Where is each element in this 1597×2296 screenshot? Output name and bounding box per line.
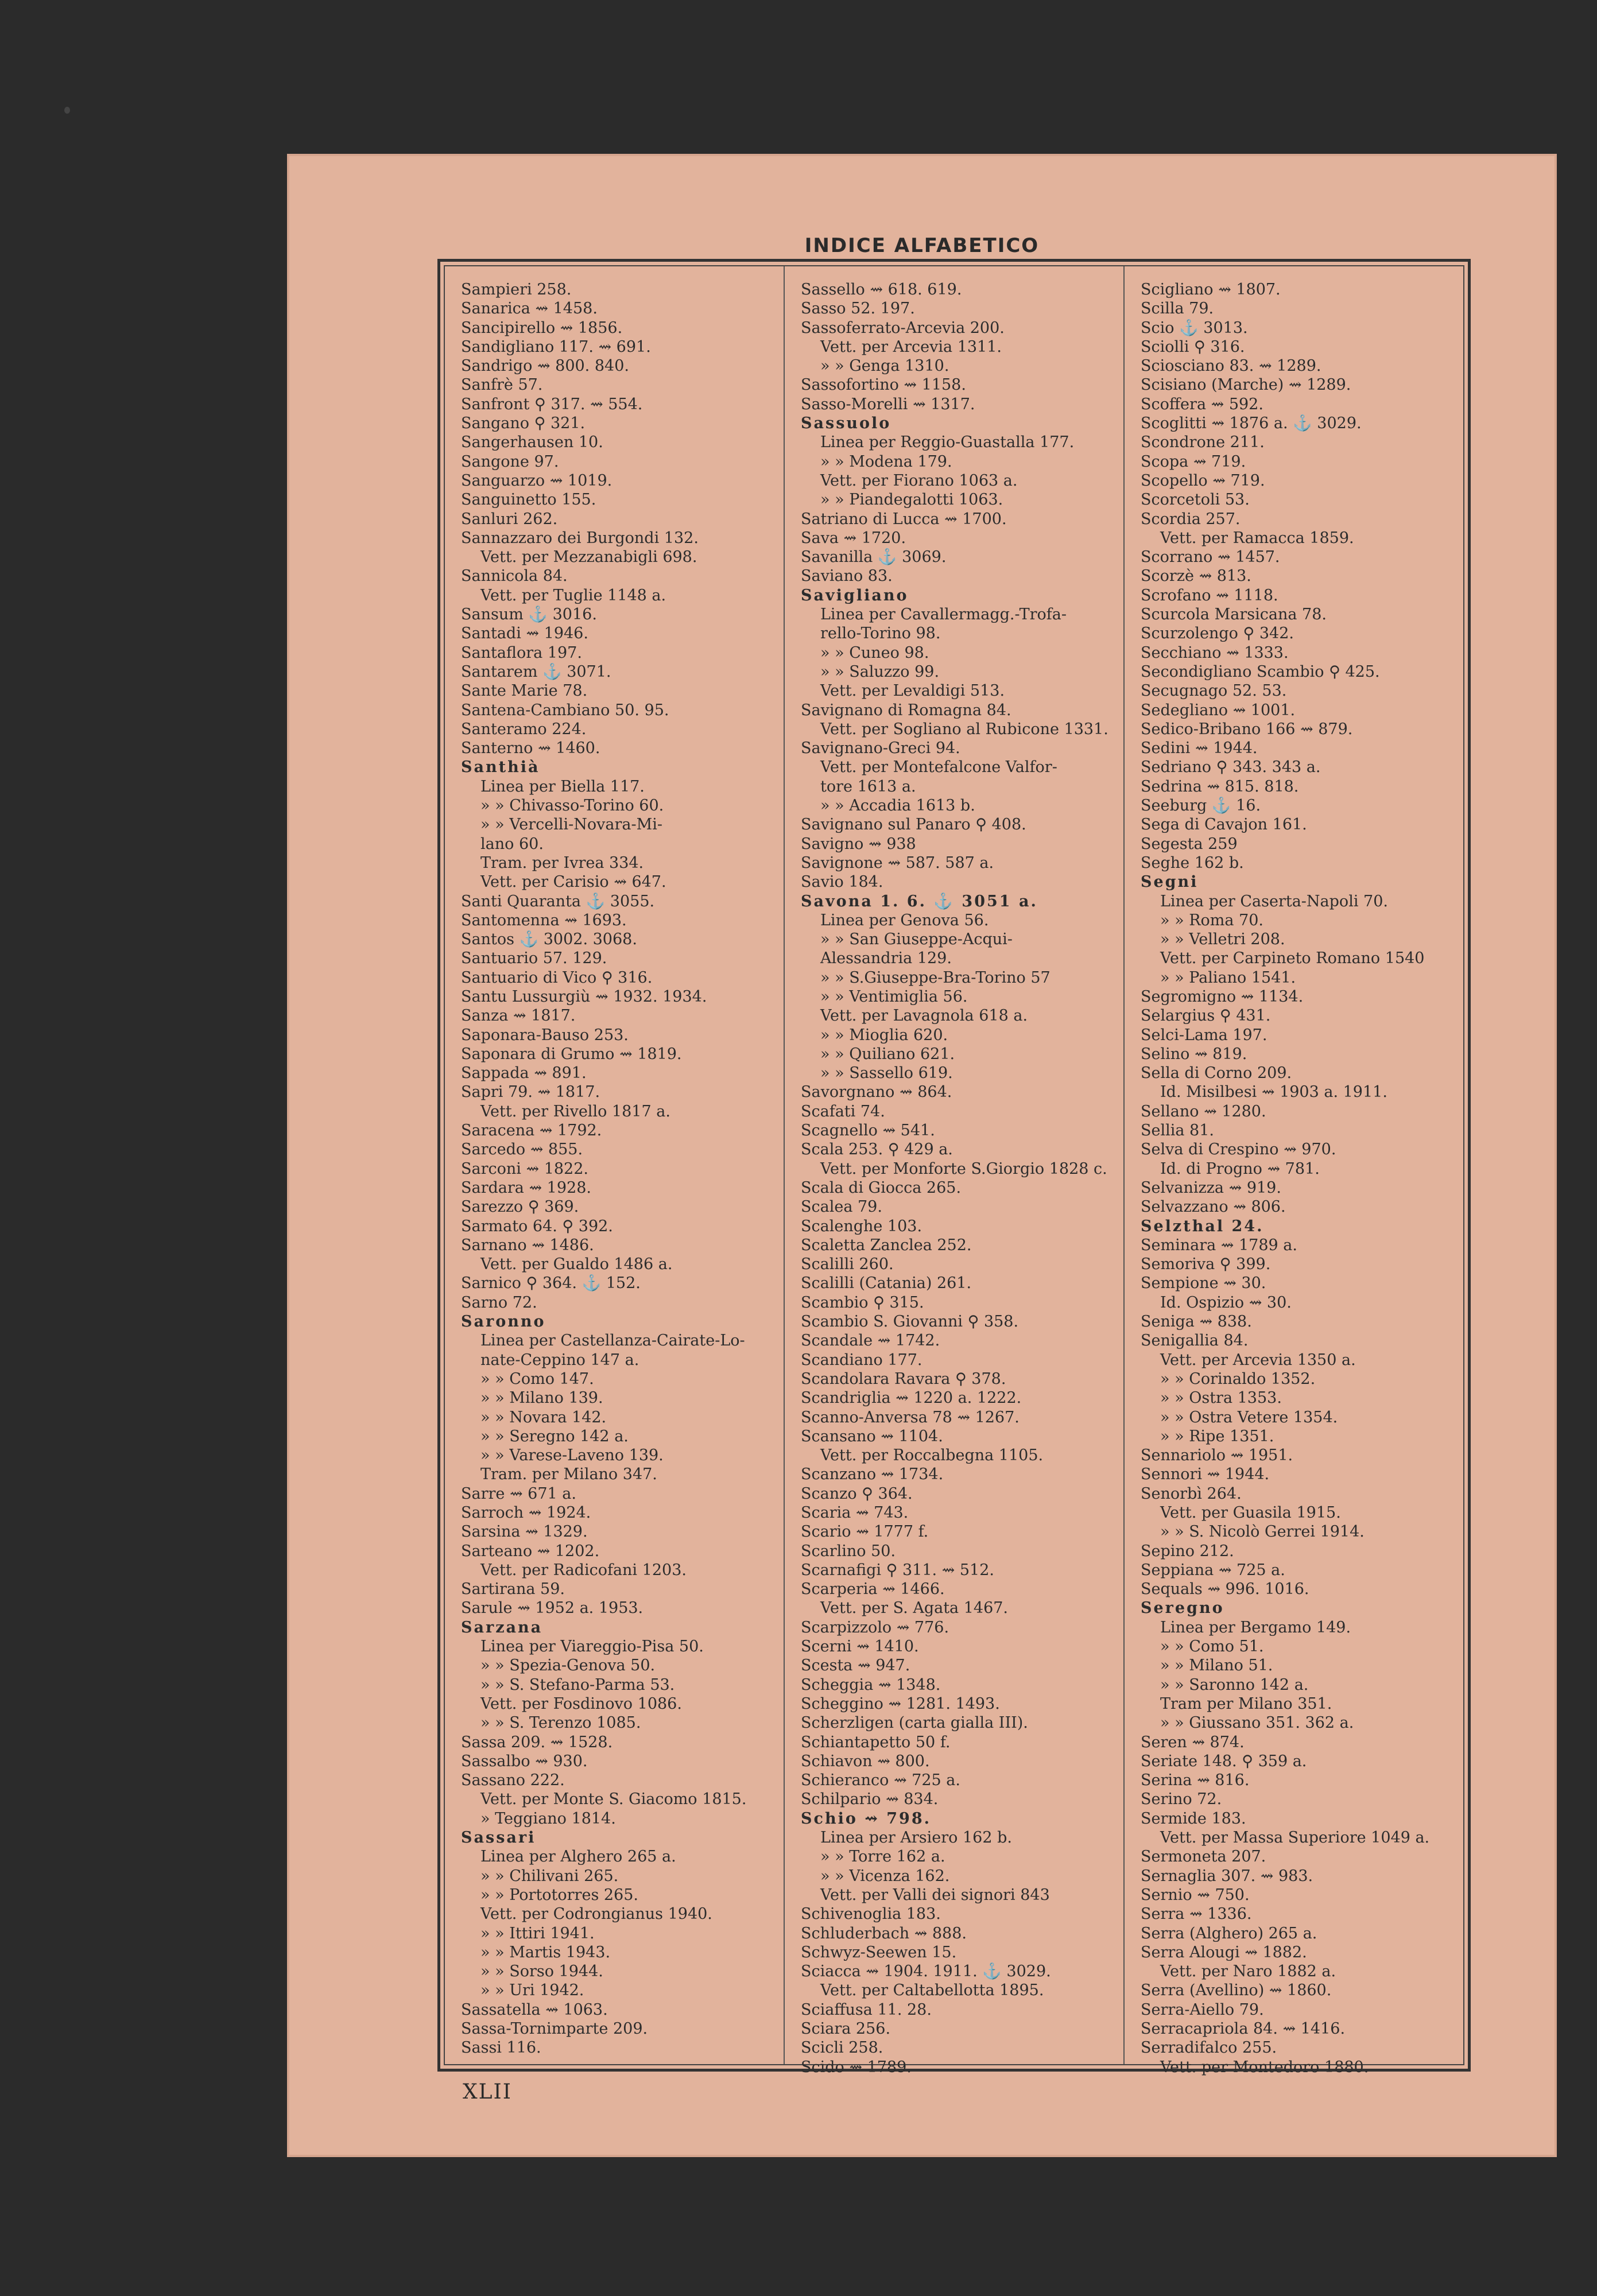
index-entry: » » Martis 1943. bbox=[480, 1943, 611, 1961]
speck-mark bbox=[64, 107, 70, 114]
index-entry: Linea per Castellanza-Cairate-Lo- bbox=[480, 1332, 745, 1350]
index-entry: » » Seregno 142 a. bbox=[480, 1427, 629, 1445]
index-entry: Scurzolengo ⚲ 342. bbox=[1141, 625, 1294, 643]
index-entry: » » Ittiri 1941. bbox=[480, 1924, 595, 1942]
index-entry: Sernaglia 307. ⇝ 983. bbox=[1141, 1867, 1313, 1885]
index-entry: » » San Giuseppe-Acqui- bbox=[820, 930, 1013, 949]
index-entry: » » Vicenza 162. bbox=[820, 1867, 950, 1885]
index-entry: Santos ⚓ 3002. 3068. bbox=[461, 930, 637, 949]
index-entry: Sedriano ⚲ 343. 343 a. bbox=[1141, 758, 1321, 777]
index-entry: Sedegliano ⇝ 1001. bbox=[1141, 701, 1296, 719]
index-entry: Scagnello ⇝ 541. bbox=[801, 1122, 935, 1140]
index-entry: Tram. per Ivrea 334. bbox=[480, 854, 644, 872]
index-entry: Linea per Caserta-Napoli 70. bbox=[1160, 892, 1388, 910]
index-heading: Segni bbox=[1141, 873, 1199, 891]
index-entry: Scigliano ⇝ 1807. bbox=[1141, 281, 1281, 298]
index-entry: Sciara 256. bbox=[801, 2020, 891, 2038]
index-frame bbox=[437, 259, 1471, 2076]
index-entry: » » Genga 1310. bbox=[820, 357, 949, 375]
index-entry: Sciolli ⚲ 316. bbox=[1141, 338, 1245, 356]
index-entry: Secugnago 52. 53. bbox=[1141, 682, 1287, 700]
index-entry: Serra ⇝ 1336. bbox=[1141, 1905, 1252, 1923]
index-entry: Seminara ⇝ 1789 a. bbox=[1141, 1236, 1297, 1254]
index-entry: » » Sorso 1944. bbox=[480, 1963, 603, 1981]
index-entry: Scarnafigi ⚲ 311. ⇝ 512. bbox=[801, 1561, 994, 1579]
index-entry: Sassa-Tornimparte 209. bbox=[461, 2020, 648, 2038]
index-entry: Sennori ⇝ 1944. bbox=[1141, 1465, 1270, 1484]
index-entry: Vett. per Montefalcone Valfor- bbox=[820, 758, 1057, 777]
index-entry: Selvazzano ⇝ 806. bbox=[1141, 1198, 1286, 1216]
index-entry: Scalilli 260. bbox=[801, 1255, 894, 1274]
index-entry: Semoriva ⚲ 399. bbox=[1141, 1255, 1271, 1274]
index-entry: Schiantapetto 50 f. bbox=[801, 1733, 951, 1751]
index-entry: lano 60. bbox=[480, 835, 544, 853]
index-entry: Vett. per Sogliano al Rubicone 1331. bbox=[820, 720, 1108, 738]
index-entry: Schiavon ⇝ 800. bbox=[801, 1752, 930, 1770]
index-entry: » » Saluzzo 99. bbox=[820, 662, 940, 681]
index-entry: Sepino 212. bbox=[1141, 1542, 1234, 1560]
index-entry: nate-Ceppino 147 a. bbox=[480, 1351, 639, 1369]
index-entry: Scheggino ⇝ 1281. 1493. bbox=[801, 1694, 1000, 1713]
index-entry: Sanguinetto 155. bbox=[461, 491, 596, 509]
index-entry: Linea per Viareggio-Pisa 50. bbox=[480, 1638, 704, 1656]
index-entry: » » Milano 51. bbox=[1160, 1657, 1273, 1675]
index-entry: Vett. per Fiorano 1063 a. bbox=[820, 471, 1018, 490]
index-entry: Secondigliano Scambio ⚲ 425. bbox=[1141, 662, 1380, 681]
index-entry: Seren ⇝ 874. bbox=[1141, 1733, 1245, 1751]
index-entry: Sciacca ⇝ 1904. 1911. ⚓ 3029. bbox=[801, 1963, 1051, 1981]
index-entry: Vett. per Arcevia 1311. bbox=[820, 338, 1002, 356]
index-heading: Sassuolo bbox=[801, 414, 891, 433]
index-entry: Scisiano (Marche) ⇝ 1289. bbox=[1141, 376, 1351, 394]
index-entry: Serino 72. bbox=[1141, 1790, 1222, 1809]
index-entry: Scio ⚓ 3013. bbox=[1141, 319, 1248, 337]
index-entry: Sassi 116. bbox=[461, 2039, 541, 2057]
running-title: INDICE ALFABETICO bbox=[804, 234, 1040, 257]
index-entry: » » Ripe 1351. bbox=[1160, 1427, 1274, 1445]
index-column-2 bbox=[784, 266, 1123, 2076]
index-entry: Scarperia ⇝ 1466. bbox=[801, 1580, 945, 1599]
index-entry: Sancipirello ⇝ 1856. bbox=[461, 319, 623, 337]
index-entry: Sella di Corno 209. bbox=[1141, 1064, 1292, 1083]
index-columns bbox=[444, 265, 1464, 2076]
index-entry: Scalilli (Catania) 261. bbox=[801, 1274, 972, 1293]
index-entry: Savanilla ⚓ 3069. bbox=[801, 548, 947, 567]
index-entry: Scoglitti ⇝ 1876 a. ⚓ 3029. bbox=[1141, 414, 1362, 433]
index-entry: Vett. per Codrongianus 1940. bbox=[480, 1905, 712, 1923]
index-entry: Vett. per Monte S. Giacomo 1815. bbox=[480, 1790, 747, 1809]
index-entry: Sempione ⇝ 30. bbox=[1141, 1274, 1266, 1293]
index-entry: » » Ostra 1353. bbox=[1160, 1389, 1282, 1407]
index-entry: Sandrigo ⇝ 800. 840. bbox=[461, 357, 629, 375]
index-entry: Savio 184. bbox=[801, 873, 883, 891]
index-heading: Saronno bbox=[461, 1313, 546, 1331]
index-entry: » » Modena 179. bbox=[820, 452, 952, 471]
index-entry: Sermoneta 207. bbox=[1141, 1848, 1266, 1866]
index-entry: Vett. per Carisio ⇝ 647. bbox=[480, 873, 666, 891]
index-entry: Vett. per S. Agata 1467. bbox=[820, 1599, 1009, 1618]
index-entry: Sangano ⚲ 321. bbox=[461, 414, 586, 433]
index-entry: Sassalbo ⇝ 930. bbox=[461, 1752, 588, 1770]
index-entry: Scrofano ⇝ 1118. bbox=[1141, 586, 1278, 604]
index-entry: Vett. per Rivello 1817 a. bbox=[480, 1102, 670, 1120]
index-entry: Sedico-Bribano 166 ⇝ 879. bbox=[1141, 720, 1353, 738]
index-entry: Sequals ⇝ 996. 1016. bbox=[1141, 1580, 1309, 1599]
index-entry: » » Corinaldo 1352. bbox=[1160, 1370, 1316, 1388]
index-entry: » » Giussano 351. 362 a. bbox=[1160, 1714, 1354, 1732]
index-entry: Sangerhausen 10. bbox=[461, 433, 603, 452]
index-entry: » » Saronno 142 a. bbox=[1160, 1676, 1309, 1694]
index-entry: Seppiana ⇝ 725 a. bbox=[1141, 1561, 1285, 1579]
index-entry: » » Ostra Vetere 1354. bbox=[1160, 1408, 1338, 1426]
index-entry: » » Como 51. bbox=[1160, 1638, 1264, 1656]
index-entry: Serracapriola 84. ⇝ 1416. bbox=[1141, 2020, 1346, 2038]
index-entry: Santuario di Vico ⚲ 316. bbox=[461, 968, 653, 987]
index-entry: Santarem ⚓ 3071. bbox=[461, 662, 611, 681]
index-entry: Schivenoglia 183. bbox=[801, 1905, 941, 1923]
index-entry: » » Portotorres 265. bbox=[480, 1886, 638, 1904]
index-entry: Seniga ⇝ 838. bbox=[1141, 1313, 1252, 1331]
index-entry: Senigallia 84. bbox=[1141, 1332, 1249, 1350]
index-entry: Sellano ⇝ 1280. bbox=[1141, 1102, 1266, 1120]
index-entry: Sellia 81. bbox=[1141, 1122, 1214, 1140]
index-entry: Id. di Progno ⇝ 781. bbox=[1160, 1159, 1320, 1178]
index-entry: Secchiano ⇝ 1333. bbox=[1141, 643, 1289, 662]
index-entry: Linea per Biella 117. bbox=[480, 777, 645, 796]
index-entry: Scarlino 50. bbox=[801, 1542, 896, 1560]
index-entry: Scandolara Ravara ⚲ 378. bbox=[801, 1370, 1006, 1388]
index-entry: » » Accadia 1613 b. bbox=[820, 797, 975, 815]
index-entry: Vett. per Levaldigi 513. bbox=[820, 682, 1005, 700]
index-entry: Scario ⇝ 1777 f. bbox=[801, 1523, 929, 1541]
index-entry: Schluderbach ⇝ 888. bbox=[801, 1924, 967, 1942]
index-entry: Scido ⇝ 1789. bbox=[801, 2058, 912, 2076]
index-entry: Savignano di Romagna 84. bbox=[801, 701, 1011, 719]
index-entry: Segesta 259 bbox=[1141, 835, 1238, 853]
index-entry: Sassoferrato-Arcevia 200. bbox=[801, 319, 1005, 337]
book-page bbox=[287, 154, 1557, 2157]
index-entry: Vett. per Lavagnola 618 a. bbox=[820, 1007, 1028, 1025]
index-entry: Sanfrè 57. bbox=[461, 376, 543, 394]
index-entry: Santadi ⇝ 1946. bbox=[461, 625, 588, 643]
index-entry: Id. Misilbesi ⇝ 1903 a. 1911. bbox=[1160, 1083, 1387, 1102]
index-entry: Scurcola Marsicana 78. bbox=[1141, 606, 1327, 624]
index-entry: Scaletta Zanclea 252. bbox=[801, 1236, 972, 1254]
index-column-3 bbox=[1123, 266, 1463, 2076]
index-entry: Scilla 79. bbox=[1141, 300, 1214, 318]
index-heading: Santhià bbox=[461, 758, 540, 777]
index-entry: » » Torre 162 a. bbox=[820, 1848, 945, 1866]
index-entry: » » Varese-Laveno 139. bbox=[480, 1446, 664, 1465]
index-entry: » » Quiliano 621. bbox=[820, 1045, 955, 1063]
index-entry: Seeburg ⚓ 16. bbox=[1141, 797, 1261, 815]
index-entry: Scansano ⇝ 1104. bbox=[801, 1427, 943, 1445]
index-entry: Scandriglia ⇝ 1220 a. 1222. bbox=[801, 1389, 1022, 1407]
index-entry: Scafati 74. bbox=[801, 1102, 885, 1120]
index-entry: Scanzo ⚲ 364. bbox=[801, 1484, 913, 1503]
index-entry: Sasso 52. 197. bbox=[801, 300, 915, 318]
index-entry: » » Como 147. bbox=[480, 1370, 594, 1388]
index-entry: Sarule ⇝ 1952 a. 1953. bbox=[461, 1599, 644, 1618]
index-entry: Sappada ⇝ 891. bbox=[461, 1064, 587, 1083]
index-entry: Sannazzaro dei Burgondi 132. bbox=[461, 529, 699, 547]
index-entry: Scopello ⇝ 719. bbox=[1141, 471, 1265, 490]
index-entry: Senorbì 264. bbox=[1141, 1484, 1242, 1503]
index-entry: » Teggiano 1814. bbox=[480, 1809, 616, 1828]
index-entry: » » Vercelli-Novara-Mi- bbox=[480, 816, 662, 834]
index-entry: Sansum ⚓ 3016. bbox=[461, 606, 597, 624]
index-entry: Linea per Reggio-Guastalla 177. bbox=[820, 433, 1075, 452]
index-entry: Sarsina ⇝ 1329. bbox=[461, 1523, 588, 1541]
index-entry: Savorgnano ⇝ 864. bbox=[801, 1083, 952, 1102]
index-entry: Sermide 183. bbox=[1141, 1809, 1246, 1828]
page-number: XLII bbox=[463, 2080, 512, 2104]
index-entry: Schwyz-Seewen 15. bbox=[801, 1943, 957, 1961]
index-entry: Vett. per Tuglie 1148 a. bbox=[480, 586, 666, 604]
index-entry: Scambio ⚲ 315. bbox=[801, 1293, 924, 1312]
index-entry: » » S. Terenzo 1085. bbox=[480, 1714, 641, 1732]
index-entry: Sega di Cavajon 161. bbox=[1141, 816, 1307, 834]
index-entry: Linea per Alghero 265 a. bbox=[480, 1848, 676, 1866]
index-entry: Savignone ⇝ 587. 587 a. bbox=[801, 854, 994, 872]
index-entry: Schilpario ⇝ 834. bbox=[801, 1790, 939, 1809]
index-entry: Santomenna ⇝ 1693. bbox=[461, 911, 627, 929]
index-entry: Sassello ⇝ 618. 619. bbox=[801, 281, 962, 298]
index-entry: Selino ⇝ 819. bbox=[1141, 1045, 1247, 1063]
index-entry: » » Milano 139. bbox=[480, 1389, 603, 1407]
index-entry: Sarnano ⇝ 1486. bbox=[461, 1236, 594, 1254]
index-entry: Id. Ospizio ⇝ 30. bbox=[1160, 1293, 1292, 1312]
index-entry: Scala 253. ⚲ 429 a. bbox=[801, 1141, 953, 1159]
index-entry: Santu Lussurgiù ⇝ 1932. 1934. bbox=[461, 987, 707, 1006]
index-entry: Vett. per Ramacca 1859. bbox=[1160, 529, 1354, 547]
index-entry: Sartirana 59. bbox=[461, 1580, 565, 1599]
index-entry: Sardara ⇝ 1928. bbox=[461, 1178, 591, 1197]
index-entry: » » Paliano 1541. bbox=[1160, 968, 1296, 987]
index-entry: Tram per Milano 351. bbox=[1160, 1694, 1332, 1713]
index-entry: tore 1613 a. bbox=[820, 777, 916, 796]
index-entry: Scherzligen (carta gialla III). bbox=[801, 1714, 1028, 1732]
index-entry: » » Cuneo 98. bbox=[820, 643, 929, 662]
index-entry: Sciosciano 83. ⇝ 1289. bbox=[1141, 357, 1321, 375]
index-entry: » » Sassello 619. bbox=[820, 1064, 953, 1083]
index-entry: » » Novara 142. bbox=[480, 1408, 607, 1426]
index-entry: Scorrano ⇝ 1457. bbox=[1141, 548, 1280, 567]
index-entry: Vett. per Radicofani 1203. bbox=[480, 1561, 687, 1579]
index-entry: Sasso-Morelli ⇝ 1317. bbox=[801, 395, 975, 413]
index-entry: Scalea 79. bbox=[801, 1198, 882, 1216]
index-entry: Seriate 148. ⚲ 359 a. bbox=[1141, 1752, 1307, 1770]
index-entry: Linea per Cavallermagg.-Trofa- bbox=[820, 606, 1067, 624]
index-entry: Sanguarzo ⇝ 1019. bbox=[461, 471, 613, 490]
index-entry: Serra Alougi ⇝ 1882. bbox=[1141, 1943, 1307, 1961]
index-entry: Sanfront ⚲ 317. ⇝ 554. bbox=[461, 395, 643, 413]
index-entry: Selva di Crespino ⇝ 970. bbox=[1141, 1141, 1336, 1159]
index-entry: rello-Torino 98. bbox=[820, 625, 941, 643]
index-entry: Serra (Alghero) 265 a. bbox=[1141, 1924, 1317, 1942]
index-entry: Sampieri 258. bbox=[461, 281, 572, 298]
index-entry: Scordia 257. bbox=[1141, 510, 1241, 528]
index-entry: Vett. per Valli dei signori 843 bbox=[820, 1886, 1050, 1904]
index-entry: Scala di Giocca 265. bbox=[801, 1178, 962, 1197]
index-entry: » » Chivasso-Torino 60. bbox=[480, 797, 664, 815]
index-entry: Segromigno ⇝ 1134. bbox=[1141, 987, 1304, 1006]
index-entry: Santeramo 224. bbox=[461, 720, 587, 738]
index-entry: Scandale ⇝ 1742. bbox=[801, 1332, 940, 1350]
index-entry: Scalenghe 103. bbox=[801, 1217, 922, 1235]
index-entry: Serradifalco 255. bbox=[1141, 2039, 1277, 2057]
index-entry: » » Spezia-Genova 50. bbox=[480, 1657, 656, 1675]
index-entry: » » Ventimiglia 56. bbox=[820, 987, 968, 1006]
index-entry: Sciaffusa 11. 28. bbox=[801, 2000, 932, 2019]
index-entry: Vett. per Arcevia 1350 a. bbox=[1160, 1351, 1356, 1369]
index-entry: Scambio S. Giovanni ⚲ 358. bbox=[801, 1313, 1019, 1331]
index-entry: Scorzè ⇝ 813. bbox=[1141, 567, 1251, 585]
index-entry: Sannicola 84. bbox=[461, 567, 568, 585]
index-entry: Vett. per Massa Superiore 1049 a. bbox=[1160, 1829, 1430, 1847]
index-heading: Savona 1. 6. ⚓ 3051 a. bbox=[801, 892, 1038, 910]
index-entry: Alessandria 129. bbox=[820, 949, 952, 968]
index-heading: Sassari bbox=[461, 1829, 536, 1847]
index-entry: Sanluri 262. bbox=[461, 510, 558, 528]
index-entry: Scesta ⇝ 947. bbox=[801, 1657, 910, 1675]
index-entry: Scheggia ⇝ 1348. bbox=[801, 1676, 941, 1694]
index-entry: Sarre ⇝ 671 a. bbox=[461, 1484, 576, 1503]
index-entry: Serra-Aiello 79. bbox=[1141, 2000, 1264, 2019]
index-entry: Sassa 209. ⇝ 1528. bbox=[461, 1733, 613, 1751]
index-entry: Vett. per Montedoro 1880. bbox=[1160, 2058, 1369, 2076]
index-entry: Santi Quaranta ⚓ 3055. bbox=[461, 892, 655, 910]
index-entry: Scoffera ⇝ 592. bbox=[1141, 395, 1263, 413]
index-entry: Sernio ⇝ 750. bbox=[1141, 1886, 1250, 1904]
index-heading: Savigliano bbox=[801, 586, 909, 604]
index-entry: Sarno 72. bbox=[461, 1293, 537, 1312]
index-entry: Scopa ⇝ 719. bbox=[1141, 452, 1246, 471]
index-entry: Scaria ⇝ 743. bbox=[801, 1504, 909, 1522]
index-entry: » » S. Nicolò Gerrei 1914. bbox=[1160, 1523, 1365, 1541]
index-entry: Scanzano ⇝ 1734. bbox=[801, 1465, 944, 1484]
index-entry: Santena-Cambiano 50. 95. bbox=[461, 701, 669, 719]
index-entry: Selargius ⚲ 431. bbox=[1141, 1007, 1271, 1025]
index-entry: Santerno ⇝ 1460. bbox=[461, 739, 600, 758]
index-entry: Sarteano ⇝ 1202. bbox=[461, 1542, 600, 1560]
index-entry: Sassano 222. bbox=[461, 1771, 565, 1790]
index-entry: Sennariolo ⇝ 1951. bbox=[1141, 1446, 1293, 1465]
index-entry: Saponara di Grumo ⇝ 1819. bbox=[461, 1045, 682, 1063]
index-entry: » » Piandegalotti 1063. bbox=[820, 491, 1003, 509]
index-entry: Savignano sul Panaro ⚲ 408. bbox=[801, 816, 1026, 834]
index-entry: Sante Marie 78. bbox=[461, 682, 588, 700]
index-entry: Sarroch ⇝ 1924. bbox=[461, 1504, 591, 1522]
index-entry: Selci-Lama 197. bbox=[1141, 1026, 1267, 1044]
index-entry: Vett. per Mezzanabigli 698. bbox=[480, 548, 697, 567]
index-entry: Scicli 258. bbox=[801, 2039, 883, 2057]
index-heading: Seregno bbox=[1141, 1599, 1224, 1618]
index-entry: » » S. Stefano-Parma 53. bbox=[480, 1676, 675, 1694]
index-entry: Sarnico ⚲ 364. ⚓ 152. bbox=[461, 1274, 641, 1293]
index-entry: Vett. per Caltabellotta 1895. bbox=[820, 1981, 1044, 2000]
index-entry: Satriano di Lucca ⇝ 1700. bbox=[801, 510, 1007, 528]
index-entry: Serra (Avellino) ⇝ 1860. bbox=[1141, 1981, 1332, 2000]
index-entry: » » Mioglia 620. bbox=[820, 1026, 948, 1044]
index-entry: Vett. per Guasila 1915. bbox=[1160, 1504, 1341, 1522]
index-entry: Sangone 97. bbox=[461, 452, 559, 471]
index-entry: Santaflora 197. bbox=[461, 643, 582, 662]
index-entry: Seghe 162 b. bbox=[1141, 854, 1244, 872]
index-entry: » » S.Giuseppe-Bra-Torino 57 bbox=[820, 968, 1051, 987]
index-entry: Vett. per Fosdinovo 1086. bbox=[480, 1694, 682, 1713]
index-entry: Santuario 57. 129. bbox=[461, 949, 607, 968]
index-entry: Scorcetoli 53. bbox=[1141, 491, 1250, 509]
index-entry: Linea per Genova 56. bbox=[820, 911, 989, 929]
index-entry: Schieranco ⇝ 725 a. bbox=[801, 1771, 960, 1790]
index-entry: Scandiano 177. bbox=[801, 1351, 922, 1369]
index-heading: Selzthal 24. bbox=[1141, 1217, 1264, 1235]
index-entry: » » Velletri 208. bbox=[1160, 930, 1285, 949]
index-entry: Sassofortino ⇝ 1158. bbox=[801, 376, 966, 394]
index-entry: Vett. per Naro 1882 a. bbox=[1160, 1963, 1336, 1981]
index-heading: Schio ⇝ 798. bbox=[801, 1809, 932, 1828]
index-entry: Scerni ⇝ 1410. bbox=[801, 1638, 919, 1656]
index-entry: Linea per Bergamo 149. bbox=[1160, 1618, 1351, 1636]
index-entry: Sanarica ⇝ 1458. bbox=[461, 300, 598, 318]
index-entry: » » Chilivani 265. bbox=[480, 1867, 619, 1885]
index-entry: Savignano-Greci 94. bbox=[801, 739, 960, 758]
index-entry: Vett. per Roccalbegna 1105. bbox=[820, 1446, 1044, 1465]
index-entry: Sassatella ⇝ 1063. bbox=[461, 2000, 608, 2019]
index-entry: Vett. per Monforte S.Giorgio 1828 c. bbox=[820, 1159, 1107, 1178]
index-entry: Scarpizzolo ⇝ 776. bbox=[801, 1618, 949, 1636]
index-column-1 bbox=[445, 266, 784, 2064]
index-entry: Saponara-Bauso 253. bbox=[461, 1026, 629, 1044]
index-entry: Tram. per Milano 347. bbox=[480, 1465, 657, 1484]
index-entry: Selvanizza ⇝ 919. bbox=[1141, 1178, 1281, 1197]
index-entry: Serina ⇝ 816. bbox=[1141, 1771, 1250, 1790]
index-entry: Sapri 79. ⇝ 1817. bbox=[461, 1083, 600, 1102]
index-entry: Sedrina ⇝ 815. 818. bbox=[1141, 777, 1299, 796]
index-entry: Sedini ⇝ 1944. bbox=[1141, 739, 1258, 758]
index-entry: Vett. per Gualdo 1486 a. bbox=[480, 1255, 673, 1274]
index-entry: Saracena ⇝ 1792. bbox=[461, 1122, 602, 1140]
index-entry: » » Roma 70. bbox=[1160, 911, 1264, 929]
index-entry: Saviano 83. bbox=[801, 567, 893, 585]
index-entry: Sarconi ⇝ 1822. bbox=[461, 1159, 588, 1178]
index-entry: Scondrone 211. bbox=[1141, 433, 1265, 452]
index-entry: Vett. per Carpineto Romano 1540 bbox=[1160, 949, 1425, 968]
index-entry: Sarcedo ⇝ 855. bbox=[461, 1141, 583, 1159]
index-entry: Sarmato 64. ⚲ 392. bbox=[461, 1217, 613, 1235]
index-entry: Sava ⇝ 1720. bbox=[801, 529, 906, 547]
index-heading: Sarzana bbox=[461, 1618, 543, 1636]
index-entry: Scanno-Anversa 78 ⇝ 1267. bbox=[801, 1408, 1020, 1426]
index-entry: » » Uri 1942. bbox=[480, 1981, 584, 2000]
index-entry: Linea per Arsiero 162 b. bbox=[820, 1829, 1012, 1847]
index-entry: Sandigliano 117. ⇝ 691. bbox=[461, 338, 651, 356]
index-entry: Savigno ⇝ 938 bbox=[801, 835, 916, 853]
index-entry: Sarezzo ⚲ 369. bbox=[461, 1198, 579, 1216]
index-entry: Sanza ⇝ 1817. bbox=[461, 1007, 576, 1025]
